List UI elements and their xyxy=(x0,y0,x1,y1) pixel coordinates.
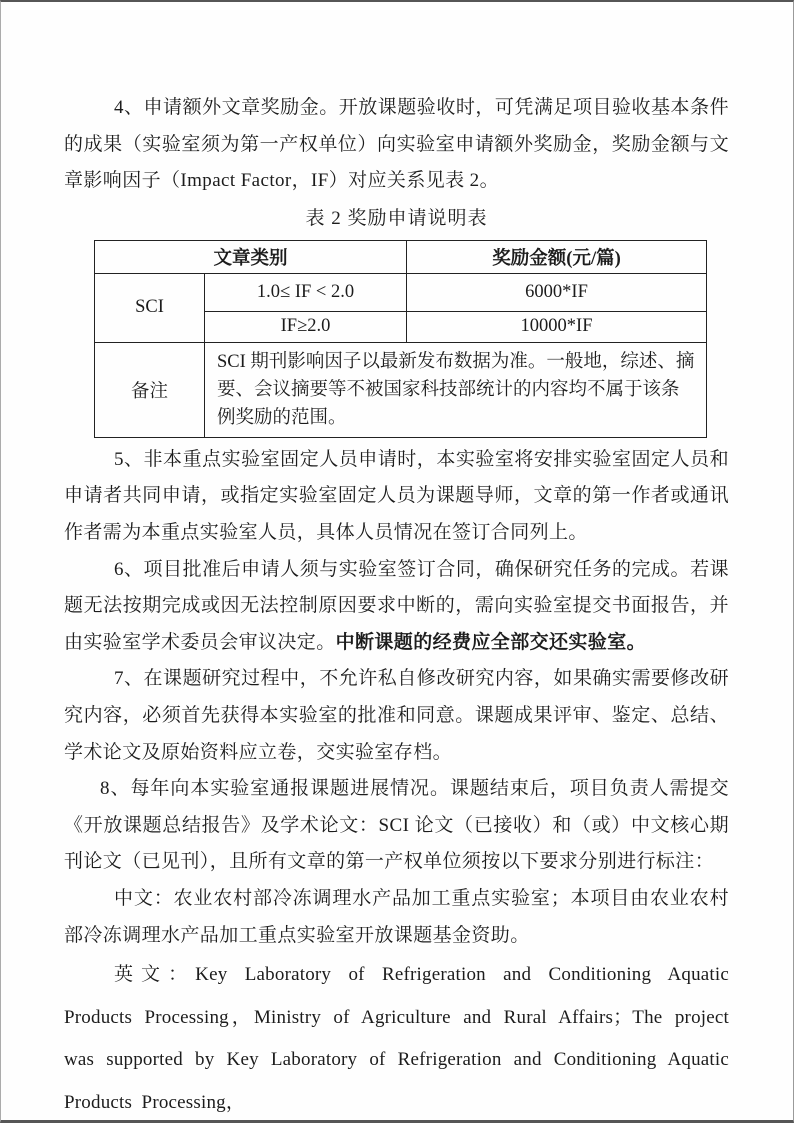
cell-condition-1: 1.0≤ IF < 2.0 xyxy=(205,273,407,311)
table-row xyxy=(95,342,707,437)
cell-condition-2: IF≥2.0 xyxy=(205,311,407,342)
paragraph-4: 4、申请额外文章奖励金。开放课题验收时，可凭满足项目验收基本条件的成果（实验室须为第一产权单位）向实验室申请额外奖励金，奖励金额与文章影响因子（Impact Factor，IF）对应关系见表 2。 xyxy=(64,97,729,192)
reward-table xyxy=(94,240,707,438)
header-reward-amount: 奖励金额(元/篇) xyxy=(407,240,707,273)
paragraph-5: 5、非本重点实验室固定人员申请时，本实验室将安排实验室固定人员和申请者共同申请，或指定实验室固定人员为课题导师，文章的第一作者或通讯作者需为本重点实验室人员，具体人员情况在签订合同列上。 xyxy=(64,448,729,543)
cell-note-text: SCI 期刊影响因子以最新发布数据为准。一般地，综述、摘要、会议摘要等不被国家科技部统计的内容均不属于该条例奖励的范围。 xyxy=(205,342,707,437)
paragraph-6 xyxy=(64,552,729,662)
header-article-type: 文章类别 xyxy=(95,240,407,273)
cell-reward-2: 10000*IF xyxy=(407,311,707,342)
paragraph-8: 8、每年向本实验室通报课题进展情况。课题结束后，项目负责人需提交《开放课题总结报告》及学术论文：SCI 论文（已接收）和（或）中文核心期刊论文（已见刊），且所有文章的第一产权单位须按以下要求分别进行标注： xyxy=(64,778,729,873)
cell-sci-label: SCI xyxy=(95,273,205,342)
table-row xyxy=(95,273,707,311)
paragraph-7: 7、在课题研究过程中，不允许私自修改研究内容，如果确实需要修改研究内容，必须首先获得本实验室的批准和同意。课题成果评审、鉴定、总结、学术论文及原始资料应立卷，交实验室存档。 xyxy=(64,668,729,763)
cell-note-label: 备注 xyxy=(95,342,205,437)
table-caption: 表 2 奖励申请说明表 xyxy=(305,207,488,229)
paragraph-english-annotation: 英文：Key Laboratory of Refrigeration and Conditioning Aquatic Products Processing，Ministry of Agriculture and Rural Affairs；The project was supported by Key Laboratory of Refrigeration and Conditioning Aquatic Products Processing， xyxy=(64,964,729,1113)
paragraph-6-bold: 中断课题的经费应全部交还实验室。 xyxy=(335,631,647,653)
paragraph-6-normal: 6、项目批准后申请人须与实验室签订合同，确保研究任务的完成。若课题无法按期完成或因无法控制原因要求中断的，需向实验室提交书面报告，并由实验室学术委员会审议决定。 xyxy=(64,558,729,653)
cell-reward-1: 6000*IF xyxy=(407,273,707,311)
table-header-row xyxy=(95,240,707,273)
paragraph-chinese-annotation: 中文：农业农村部冷冻调理水产品加工重点实验室；本项目由农业农村部冷冻调理水产品加工重点实验室开放课题基金资助。 xyxy=(64,887,729,946)
